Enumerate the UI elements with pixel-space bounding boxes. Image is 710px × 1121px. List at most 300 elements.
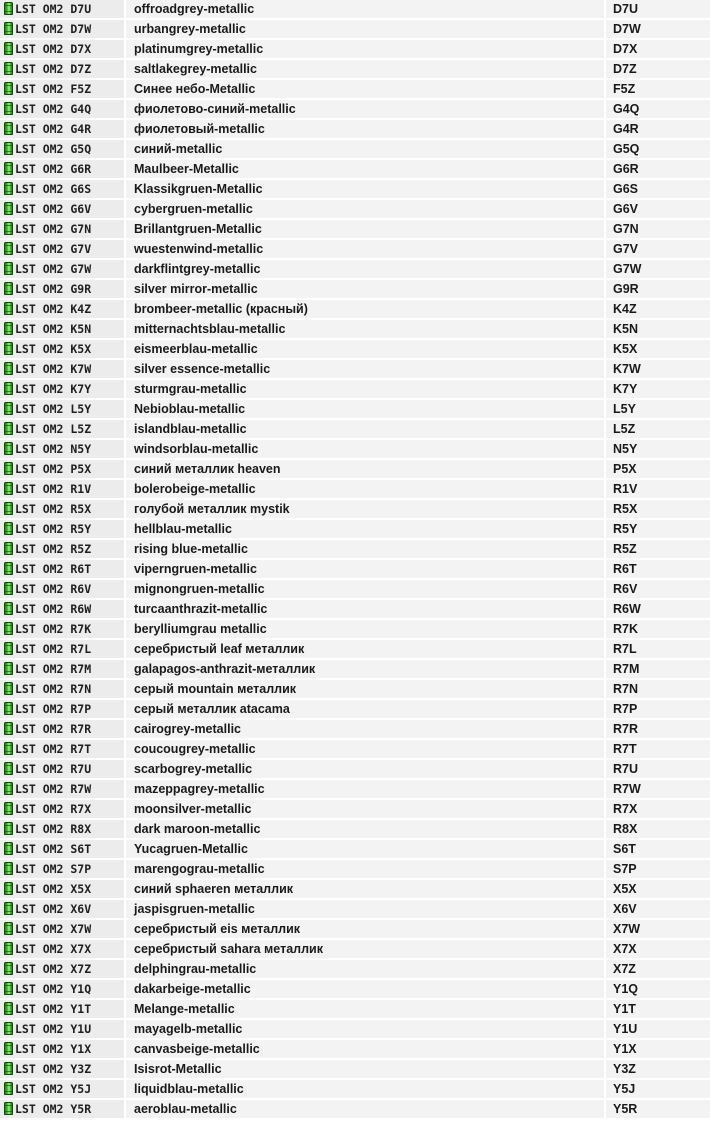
- product-code: LST OM2 S7P: [15, 862, 92, 876]
- table-row[interactable]: [0, 919, 710, 939]
- product-code-cell: [0, 519, 125, 539]
- color-name-cell: windsorblau-metallic: [125, 439, 605, 459]
- color-name-cell: eismeerblau-metallic: [125, 339, 605, 359]
- product-code: LST OM2 G5Q: [15, 142, 92, 156]
- color-code-cell: X6V: [605, 899, 710, 919]
- table-row[interactable]: [0, 479, 710, 499]
- color-name-cell: фиолетовый-metallic: [125, 119, 605, 139]
- product-code-cell: [0, 1059, 125, 1079]
- table-row[interactable]: [0, 839, 710, 859]
- product-code: LST OM2 Y1U: [15, 1022, 92, 1036]
- color-name-cell: серый металлик atacama: [125, 699, 605, 719]
- product-code: LST OM2 R7N: [15, 682, 92, 696]
- table-row[interactable]: [0, 119, 710, 139]
- color-code-cell: Y1X: [605, 1039, 710, 1059]
- color-code-cell: G6S: [605, 179, 710, 199]
- color-name-cell: darkflintgrey-metallic: [125, 259, 605, 279]
- paint-can-icon: [4, 1082, 13, 1095]
- product-code: LST OM2 K5N: [15, 322, 92, 336]
- color-name-cell: wuestenwind-metallic: [125, 239, 605, 259]
- product-code: LST OM2 F5Z: [15, 82, 92, 96]
- product-code: LST OM2 R7W: [15, 782, 92, 796]
- product-code: LST OM2 L5Y: [15, 402, 92, 416]
- color-code-cell: R7W: [605, 779, 710, 799]
- color-code-cell: N5Y: [605, 439, 710, 459]
- color-name-cell: hellblau-metallic: [125, 519, 605, 539]
- paint-can-icon: [4, 222, 13, 235]
- table-row[interactable]: [0, 539, 710, 559]
- table-row[interactable]: [0, 59, 710, 79]
- table-row[interactable]: [0, 979, 710, 999]
- paint-can-icon: [4, 782, 13, 795]
- product-code: LST OM2 G6V: [15, 202, 92, 216]
- product-code-cell: [0, 879, 125, 899]
- table-row[interactable]: [0, 79, 710, 99]
- table-row[interactable]: [0, 899, 710, 919]
- color-name-cell: coucougrey-metallic: [125, 739, 605, 759]
- color-code-cell: R1V: [605, 479, 710, 499]
- color-code-cell: X7X: [605, 939, 710, 959]
- product-code-cell: [0, 739, 125, 759]
- paint-can-icon: [4, 342, 13, 355]
- color-name-cell: urbangrey-metallic: [125, 19, 605, 39]
- table-row[interactable]: [0, 879, 710, 899]
- paint-can-icon: [4, 262, 13, 275]
- table-row[interactable]: [0, 339, 710, 359]
- color-name-cell: cairogrey-metallic: [125, 719, 605, 739]
- paint-can-icon: [4, 482, 13, 495]
- product-code: LST OM2 X7Z: [15, 962, 92, 976]
- paint-can-icon: [4, 82, 13, 95]
- product-code-cell: [0, 39, 125, 59]
- table-row[interactable]: [0, 819, 710, 839]
- table-row[interactable]: [0, 259, 710, 279]
- product-code-cell: [0, 1079, 125, 1099]
- color-code-cell: K5X: [605, 339, 710, 359]
- product-code-cell: [0, 79, 125, 99]
- color-code-cell: Y1U: [605, 1019, 710, 1039]
- paint-can-icon: [4, 462, 13, 475]
- color-name-cell: Yucagruen-Metallic: [125, 839, 605, 859]
- table-row[interactable]: [0, 379, 710, 399]
- paint-can-icon: [4, 42, 13, 55]
- table-row[interactable]: [0, 199, 710, 219]
- product-code-cell: [0, 359, 125, 379]
- color-name-cell: серый mountain металлик: [125, 679, 605, 699]
- color-name-cell: dark maroon-metallic: [125, 819, 605, 839]
- product-code: LST OM2 D7W: [15, 22, 92, 36]
- color-code-cell: K7W: [605, 359, 710, 379]
- color-code-cell: R5Z: [605, 539, 710, 559]
- color-code-cell: X5X: [605, 879, 710, 899]
- paint-can-icon: [4, 562, 13, 575]
- color-name-cell: Isisrot-Metallic: [125, 1059, 605, 1079]
- table-row[interactable]: [0, 0, 710, 19]
- color-name-cell: berylliumgrau metallic: [125, 619, 605, 639]
- color-name-cell: saltlakegrey-metallic: [125, 59, 605, 79]
- table-row[interactable]: [0, 19, 710, 39]
- table-row[interactable]: [0, 859, 710, 879]
- product-code-cell: [0, 19, 125, 39]
- color-code-cell: G6R: [605, 159, 710, 179]
- color-name-cell: серебристый leaf металлик: [125, 639, 605, 659]
- color-name-cell: islandblau-metallic: [125, 419, 605, 439]
- table-row[interactable]: [0, 1059, 710, 1079]
- product-code: LST OM2 R7U: [15, 762, 92, 776]
- color-code-cell: R5X: [605, 499, 710, 519]
- product-code: LST OM2 G4Q: [15, 102, 92, 116]
- paint-can-icon: [4, 742, 13, 755]
- color-code-cell: Y3Z: [605, 1059, 710, 1079]
- table-row[interactable]: [0, 39, 710, 59]
- table-row[interactable]: [0, 279, 710, 299]
- table-row[interactable]: [0, 1039, 710, 1059]
- table-row[interactable]: [0, 599, 710, 619]
- color-name-cell: Nebioblau-metallic: [125, 399, 605, 419]
- color-code-cell: Y5R: [605, 1099, 710, 1119]
- product-code: LST OM2 P5X: [15, 462, 92, 476]
- paint-can-icon: [4, 162, 13, 175]
- color-name-cell: brombeer-metallic (красный): [125, 299, 605, 319]
- color-code-cell: R7T: [605, 739, 710, 759]
- product-code: LST OM2 X7X: [15, 942, 92, 956]
- color-code-cell: R7P: [605, 699, 710, 719]
- color-code-cell: Y1Q: [605, 979, 710, 999]
- product-code-cell: [0, 839, 125, 859]
- table-row[interactable]: [0, 699, 710, 719]
- color-code-cell: R5Y: [605, 519, 710, 539]
- color-code-cell: Y1T: [605, 999, 710, 1019]
- table-row[interactable]: [0, 659, 710, 679]
- table-row[interactable]: [0, 619, 710, 639]
- color-code-cell: L5Z: [605, 419, 710, 439]
- paint-can-icon: [4, 1002, 13, 1015]
- color-code-cell: G4Q: [605, 99, 710, 119]
- table-row[interactable]: [0, 459, 710, 479]
- product-code-cell: [0, 899, 125, 919]
- table-row[interactable]: [0, 959, 710, 979]
- color-code-cell: K5N: [605, 319, 710, 339]
- paint-can-icon: [4, 1102, 13, 1115]
- table-row[interactable]: [0, 639, 710, 659]
- product-code-cell: [0, 119, 125, 139]
- product-code-cell: [0, 999, 125, 1019]
- product-code: LST OM2 Y1X: [15, 1042, 92, 1056]
- product-code: LST OM2 R6V: [15, 582, 92, 596]
- product-code: LST OM2 R1V: [15, 482, 92, 496]
- color-name-cell: scarbogrey-metallic: [125, 759, 605, 779]
- table-row[interactable]: [0, 139, 710, 159]
- product-code: LST OM2 K4Z: [15, 302, 92, 316]
- product-code: LST OM2 L5Z: [15, 422, 92, 436]
- color-name-cell: серебристый eis металлик: [125, 919, 605, 939]
- product-code: LST OM2 Y3Z: [15, 1062, 92, 1076]
- product-code: LST OM2 Y1T: [15, 1002, 92, 1016]
- color-code-cell: K4Z: [605, 299, 710, 319]
- product-code-cell: [0, 239, 125, 259]
- paint-can-icon: [4, 582, 13, 595]
- table-row[interactable]: [0, 159, 710, 179]
- product-code: LST OM2 R8X: [15, 822, 92, 836]
- product-code: LST OM2 G6S: [15, 182, 92, 196]
- color-name-cell: Maulbeer-Metallic: [125, 159, 605, 179]
- table-row[interactable]: [0, 399, 710, 419]
- table-row[interactable]: [0, 359, 710, 379]
- product-code-cell: [0, 379, 125, 399]
- color-name-cell: platinumgrey-metallic: [125, 39, 605, 59]
- color-name-cell: rising blue-metallic: [125, 539, 605, 559]
- table-row[interactable]: [0, 739, 710, 759]
- paint-can-icon: [4, 702, 13, 715]
- color-code-cell: G7N: [605, 219, 710, 239]
- paint-can-icon: [4, 322, 13, 335]
- product-code-cell: [0, 399, 125, 419]
- paint-can-icon: [4, 202, 13, 215]
- color-code-cell: X7Z: [605, 959, 710, 979]
- product-code-cell: [0, 99, 125, 119]
- product-code: LST OM2 X7W: [15, 922, 92, 936]
- product-code: LST OM2 G6R: [15, 162, 92, 176]
- product-code: LST OM2 G4R: [15, 122, 92, 136]
- color-name-cell: синий металлик heaven: [125, 459, 605, 479]
- product-code-cell: [0, 59, 125, 79]
- color-name-cell: Melange-metallic: [125, 999, 605, 1019]
- color-code-cell: R7X: [605, 799, 710, 819]
- color-code-cell: D7X: [605, 39, 710, 59]
- color-name-cell: mazeppagrey-metallic: [125, 779, 605, 799]
- table-row[interactable]: [0, 559, 710, 579]
- color-code-cell: G6V: [605, 199, 710, 219]
- paint-can-icon: [4, 62, 13, 75]
- product-code-cell: [0, 599, 125, 619]
- product-code-cell: [0, 1039, 125, 1059]
- color-name-cell: bolerobeige-metallic: [125, 479, 605, 499]
- color-name-cell: Brillantgruen-Metallic: [125, 219, 605, 239]
- paint-can-icon: [4, 22, 13, 35]
- product-code: LST OM2 R5Y: [15, 522, 92, 536]
- product-code: LST OM2 K7W: [15, 362, 92, 376]
- color-name-cell: sturmgrau-metallic: [125, 379, 605, 399]
- product-code-cell: [0, 199, 125, 219]
- paint-can-icon: [4, 1042, 13, 1055]
- paint-can-icon: [4, 122, 13, 135]
- table-row[interactable]: [0, 319, 710, 339]
- color-code-cell: P5X: [605, 459, 710, 479]
- color-name-cell: canvasbeige-metallic: [125, 1039, 605, 1059]
- color-name-cell: голубой металлик mystik: [125, 499, 605, 519]
- product-code-cell: [0, 219, 125, 239]
- color-code-cell: K7Y: [605, 379, 710, 399]
- color-name-cell: синий-metallic: [125, 139, 605, 159]
- color-name-cell: dakarbeige-metallic: [125, 979, 605, 999]
- product-code: LST OM2 N5Y: [15, 442, 92, 456]
- color-code-cell: G9R: [605, 279, 710, 299]
- table-row[interactable]: [0, 719, 710, 739]
- product-code: LST OM2 R7L: [15, 642, 92, 656]
- product-code: LST OM2 S6T: [15, 842, 92, 856]
- table-row[interactable]: [0, 779, 710, 799]
- paint-can-icon: [4, 402, 13, 415]
- paint-can-icon: [4, 1022, 13, 1035]
- color-code-cell: Y5J: [605, 1079, 710, 1099]
- product-code-cell: [0, 439, 125, 459]
- paint-can-icon: [4, 662, 13, 675]
- product-code-cell: [0, 699, 125, 719]
- product-code-cell: [0, 479, 125, 499]
- product-code: LST OM2 R5Z: [15, 542, 92, 556]
- table-row[interactable]: [0, 1099, 710, 1119]
- product-code-cell: [0, 979, 125, 999]
- color-code-cell: R7N: [605, 679, 710, 699]
- table-row[interactable]: [0, 299, 710, 319]
- table-row[interactable]: [0, 799, 710, 819]
- color-name-cell: Синее небо-Metallic: [125, 79, 605, 99]
- color-name-cell: cybergruen-metallic: [125, 199, 605, 219]
- product-code: LST OM2 Y5R: [15, 1102, 92, 1116]
- product-code-cell: [0, 939, 125, 959]
- paint-can-icon: [4, 282, 13, 295]
- paint-can-icon: [4, 642, 13, 655]
- color-code-cell: L5Y: [605, 399, 710, 419]
- table-row[interactable]: [0, 439, 710, 459]
- color-code-cell: R6V: [605, 579, 710, 599]
- paint-can-icon: [4, 182, 13, 195]
- table-row[interactable]: [0, 1019, 710, 1039]
- table-row[interactable]: [0, 519, 710, 539]
- table-row[interactable]: [0, 179, 710, 199]
- product-code-cell: [0, 799, 125, 819]
- color-code-cell: S6T: [605, 839, 710, 859]
- color-name-cell: фиолетово-синий-metallic: [125, 99, 605, 119]
- product-code-cell: [0, 139, 125, 159]
- color-code-cell: R8X: [605, 819, 710, 839]
- table-row[interactable]: [0, 499, 710, 519]
- table-row[interactable]: [0, 939, 710, 959]
- paint-can-icon: [4, 142, 13, 155]
- product-code: LST OM2 Y1Q: [15, 982, 92, 996]
- color-name-cell: jaspisgruen-metallic: [125, 899, 605, 919]
- color-name-cell: marengograu-metallic: [125, 859, 605, 879]
- table-row[interactable]: [0, 239, 710, 259]
- color-name-cell: mignongruen-metallic: [125, 579, 605, 599]
- product-code: LST OM2 G7N: [15, 222, 92, 236]
- table-row[interactable]: [0, 679, 710, 699]
- color-name-cell: galapagos-anthrazit-металлик: [125, 659, 605, 679]
- product-code: LST OM2 K7Y: [15, 382, 92, 396]
- color-name-cell: aeroblau-metallic: [125, 1099, 605, 1119]
- product-code-cell: [0, 559, 125, 579]
- paint-can-icon: [4, 622, 13, 635]
- product-code-cell: [0, 959, 125, 979]
- paint-can-icon: [4, 362, 13, 375]
- paint-can-icon: [4, 422, 13, 435]
- product-code-cell: [0, 1099, 125, 1119]
- table-row[interactable]: [0, 219, 710, 239]
- table-row[interactable]: [0, 419, 710, 439]
- color-name-cell: offroadgrey-metallic: [125, 0, 605, 19]
- color-code-cell: S7P: [605, 859, 710, 879]
- product-code: LST OM2 X6V: [15, 902, 92, 916]
- product-code-cell: [0, 179, 125, 199]
- product-code: LST OM2 D7X: [15, 42, 92, 56]
- color-code-cell: R7U: [605, 759, 710, 779]
- color-code-cell: F5Z: [605, 79, 710, 99]
- product-code: LST OM2 R7K: [15, 622, 92, 636]
- product-code: LST OM2 R7T: [15, 742, 92, 756]
- color-code-cell: R7R: [605, 719, 710, 739]
- product-code-cell: [0, 579, 125, 599]
- color-code-cell: D7Z: [605, 59, 710, 79]
- table-row[interactable]: [0, 999, 710, 1019]
- paint-can-icon: [4, 722, 13, 735]
- product-code-cell: [0, 819, 125, 839]
- table-row[interactable]: [0, 99, 710, 119]
- product-code: LST OM2 G7W: [15, 262, 92, 276]
- paint-can-icon: [4, 502, 13, 515]
- paint-can-icon: [4, 302, 13, 315]
- product-code: LST OM2 R7P: [15, 702, 92, 716]
- table-row[interactable]: [0, 1079, 710, 1099]
- color-name-cell: silver mirror-metallic: [125, 279, 605, 299]
- color-name-cell: moonsilver-metallic: [125, 799, 605, 819]
- paint-can-icon: [4, 242, 13, 255]
- paint-can-icon: [4, 822, 13, 835]
- product-code: LST OM2 D7Z: [15, 62, 92, 76]
- product-code: LST OM2 R7M: [15, 662, 92, 676]
- paint-can-icon: [4, 682, 13, 695]
- paint-can-icon: [4, 522, 13, 535]
- color-code-cell: R7M: [605, 659, 710, 679]
- paint-can-icon: [4, 2, 13, 15]
- color-name-cell: mitternachtsblau-metallic: [125, 319, 605, 339]
- product-code-cell: [0, 859, 125, 879]
- color-code-cell: R6T: [605, 559, 710, 579]
- color-name-cell: mayagelb-metallic: [125, 1019, 605, 1039]
- product-code: LST OM2 R6T: [15, 562, 92, 576]
- paint-can-icon: [4, 942, 13, 955]
- product-code-cell: [0, 919, 125, 939]
- color-code-cell: G7W: [605, 259, 710, 279]
- paint-can-icon: [4, 922, 13, 935]
- paint-can-icon: [4, 982, 13, 995]
- color-name-cell: серебристый sahara металлик: [125, 939, 605, 959]
- product-code-cell: [0, 319, 125, 339]
- color-code-cell: G7V: [605, 239, 710, 259]
- paint-can-icon: [4, 102, 13, 115]
- color-code-cell: D7W: [605, 19, 710, 39]
- paint-can-icon: [4, 802, 13, 815]
- product-code-cell: [0, 299, 125, 319]
- product-code-cell: [0, 619, 125, 639]
- paint-can-icon: [4, 602, 13, 615]
- product-code: LST OM2 D7U: [15, 2, 92, 16]
- product-code: LST OM2 R5X: [15, 502, 92, 516]
- product-code: LST OM2 G9R: [15, 282, 92, 296]
- paint-can-icon: [4, 382, 13, 395]
- color-name-cell: delphingrau-metallic: [125, 959, 605, 979]
- product-code-cell: [0, 779, 125, 799]
- table-row[interactable]: [0, 759, 710, 779]
- color-name-cell: синий sphaeren металлик: [125, 879, 605, 899]
- product-code-cell: [0, 1019, 125, 1039]
- product-code-cell: [0, 679, 125, 699]
- product-code: LST OM2 G7V: [15, 242, 92, 256]
- table-row[interactable]: [0, 579, 710, 599]
- color-code-cell: R7K: [605, 619, 710, 639]
- product-code: LST OM2 R7R: [15, 722, 92, 736]
- color-name-cell: liquidblau-metallic: [125, 1079, 605, 1099]
- product-code-cell: [0, 419, 125, 439]
